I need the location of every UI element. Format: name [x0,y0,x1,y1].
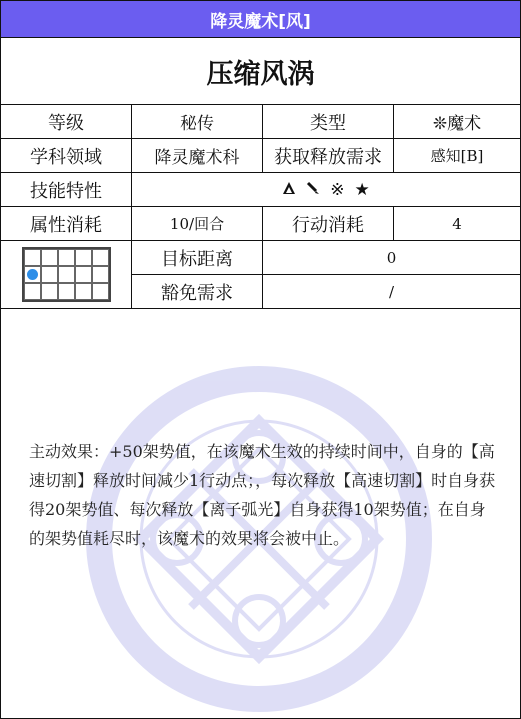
distance-row [132,241,520,275]
immunity-label: 豁免需求 [132,275,263,308]
grid-cell [75,249,92,266]
grid-cell [75,283,92,300]
traits-label: 技能特性 [1,173,132,206]
field-acquire-row [1,139,520,173]
type-label: 类型 [263,105,394,138]
grid-cell [75,266,92,283]
grid-cell [58,266,75,283]
position-marker-icon [27,269,38,280]
immunity-row [132,275,520,308]
skill-title [1,38,520,105]
grid-cell [92,266,109,283]
action-cost-value: 4 [452,214,462,233]
attr-cost-value: 10/回合 [132,207,263,240]
range-row [1,241,520,309]
level-type-row [1,105,520,139]
grid-cell [58,249,75,266]
reference-mark-icon: ※ [330,179,345,200]
traits-row [1,173,520,207]
grid-cell [41,249,58,266]
triangle-icon [282,180,296,200]
cost-row [1,207,520,241]
range-details [132,241,520,308]
field-label: 学科领域 [1,139,132,172]
category-text: 降灵魔术[风] [210,11,311,32]
acquire-label: 获取释放需求 [263,139,394,172]
target-distance-value: 0 [386,248,397,267]
traits-value [132,173,520,206]
grid-cell-marked [24,266,41,283]
skill-description [29,437,499,553]
description-area [1,309,520,717]
grid-cell [58,283,75,300]
level-label: 等级 [1,105,132,138]
grid-cell [24,283,41,300]
grid-cell [41,266,58,283]
category-header [1,1,520,38]
attr-cost-label: 属性消耗 [1,207,132,240]
range-grid-cell [1,241,132,308]
grid-cell [24,249,41,266]
field-value: 降灵魔术科 [132,139,263,172]
traits-icons [282,180,370,200]
target-distance-label: 目标距离 [132,241,263,274]
level-value: 秘传 [132,105,263,138]
description-text: 主动效果：+50架势值，在该魔术生效的持续时间中，自身的【高速切割】释放时间减少1行动点；，每次释放【高速切割】时自身获得20架势值、每次释放【离子弧光】自身获得10架势值；在自身的架势值耗尽时，该魔术的效果将会被中止。 [29,442,496,548]
pen-icon [306,180,320,200]
star-icon: ★ [354,179,370,200]
grid-cell [92,249,109,266]
grid-cell [41,283,58,300]
grid-cell [92,283,109,300]
type-value: ❊魔术 [432,114,482,134]
skill-name: 压缩风涡 [206,58,315,90]
action-cost-label: 行动消耗 [263,207,394,240]
range-grid [22,247,111,302]
acquire-value: 感知[B] [430,147,484,165]
immunity-value: / [388,282,395,301]
